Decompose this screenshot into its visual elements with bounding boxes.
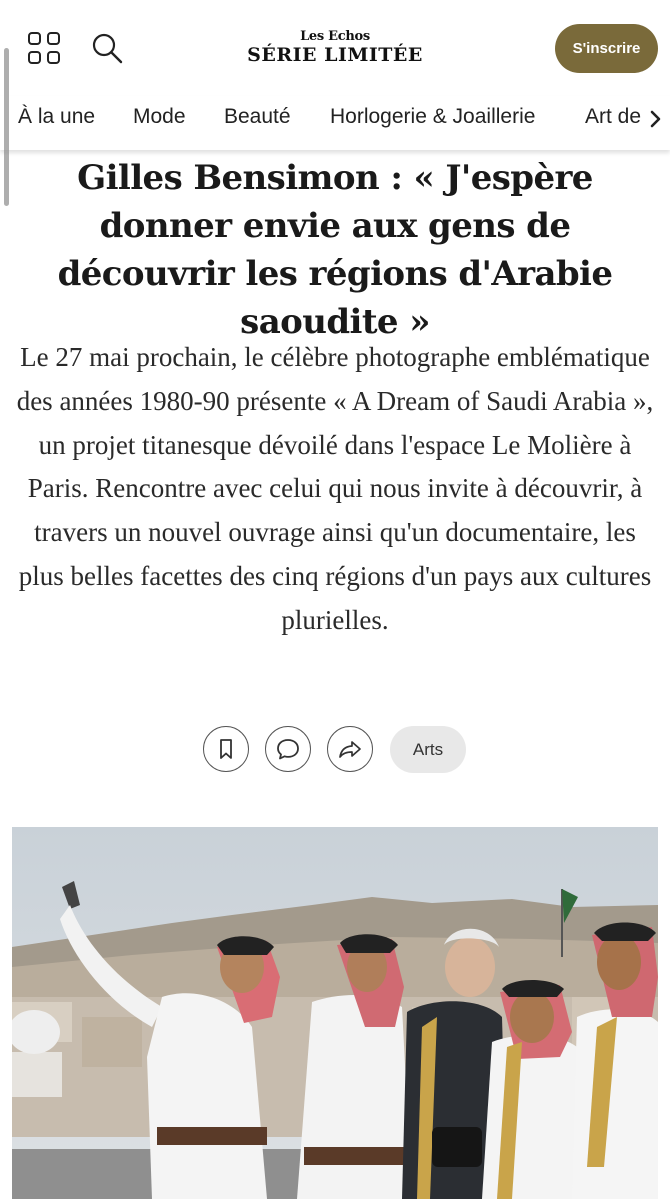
article-actions (0, 726, 670, 774)
category-tag[interactable]: Arts (390, 726, 466, 773)
comment-button[interactable] (265, 726, 311, 772)
nav-item-a-la-une[interactable]: À la une (18, 105, 96, 128)
site-header (0, 0, 670, 96)
grid-icon[interactable] (27, 31, 61, 65)
search-icon[interactable] (90, 31, 124, 65)
scrollbar[interactable] (4, 48, 9, 206)
nav-item-mode[interactable]: Mode (133, 105, 186, 128)
category-nav (0, 96, 670, 150)
bookmark-icon (216, 738, 236, 760)
hero-photo (12, 827, 658, 1199)
share-icon (337, 738, 363, 760)
chevron-right-icon[interactable] (646, 107, 666, 131)
article-title: Gilles Bensimon : « J'espère donner envie aux gens de découvrir les régions d'Arabie saoudite » (57, 158, 613, 342)
logo-main-text: SÉRIE LIMITÉE (247, 44, 423, 66)
bookmark-button[interactable] (203, 726, 249, 772)
nav-item-beaute[interactable]: Beauté (224, 105, 291, 128)
comment-icon (275, 737, 301, 761)
subscribe-button[interactable]: S'inscrire (555, 24, 658, 73)
site-logo[interactable] (230, 30, 440, 66)
share-button[interactable] (327, 726, 373, 772)
nav-item-horlogerie-joaillerie[interactable]: Horlogerie & Joaillerie (330, 105, 536, 128)
logo-top-text: Les Echos (300, 29, 370, 44)
nav-item-art-de[interactable]: Art de (585, 105, 642, 128)
article-lede: Le 27 mai prochain, le célèbre photographe emblématique des années 1980-90 présente « A Dream of Saudi Arabia », un projet titanesque dévoilé dans l'espace Le Molière à Paris. Rencontre avec celui qui nous invite à découvrir, à travers un nouvel ouvrage ainsi qu'un documentaire, les plus belles facettes des cinq régions d'un pays aux cultures plurielles. (16, 342, 654, 635)
